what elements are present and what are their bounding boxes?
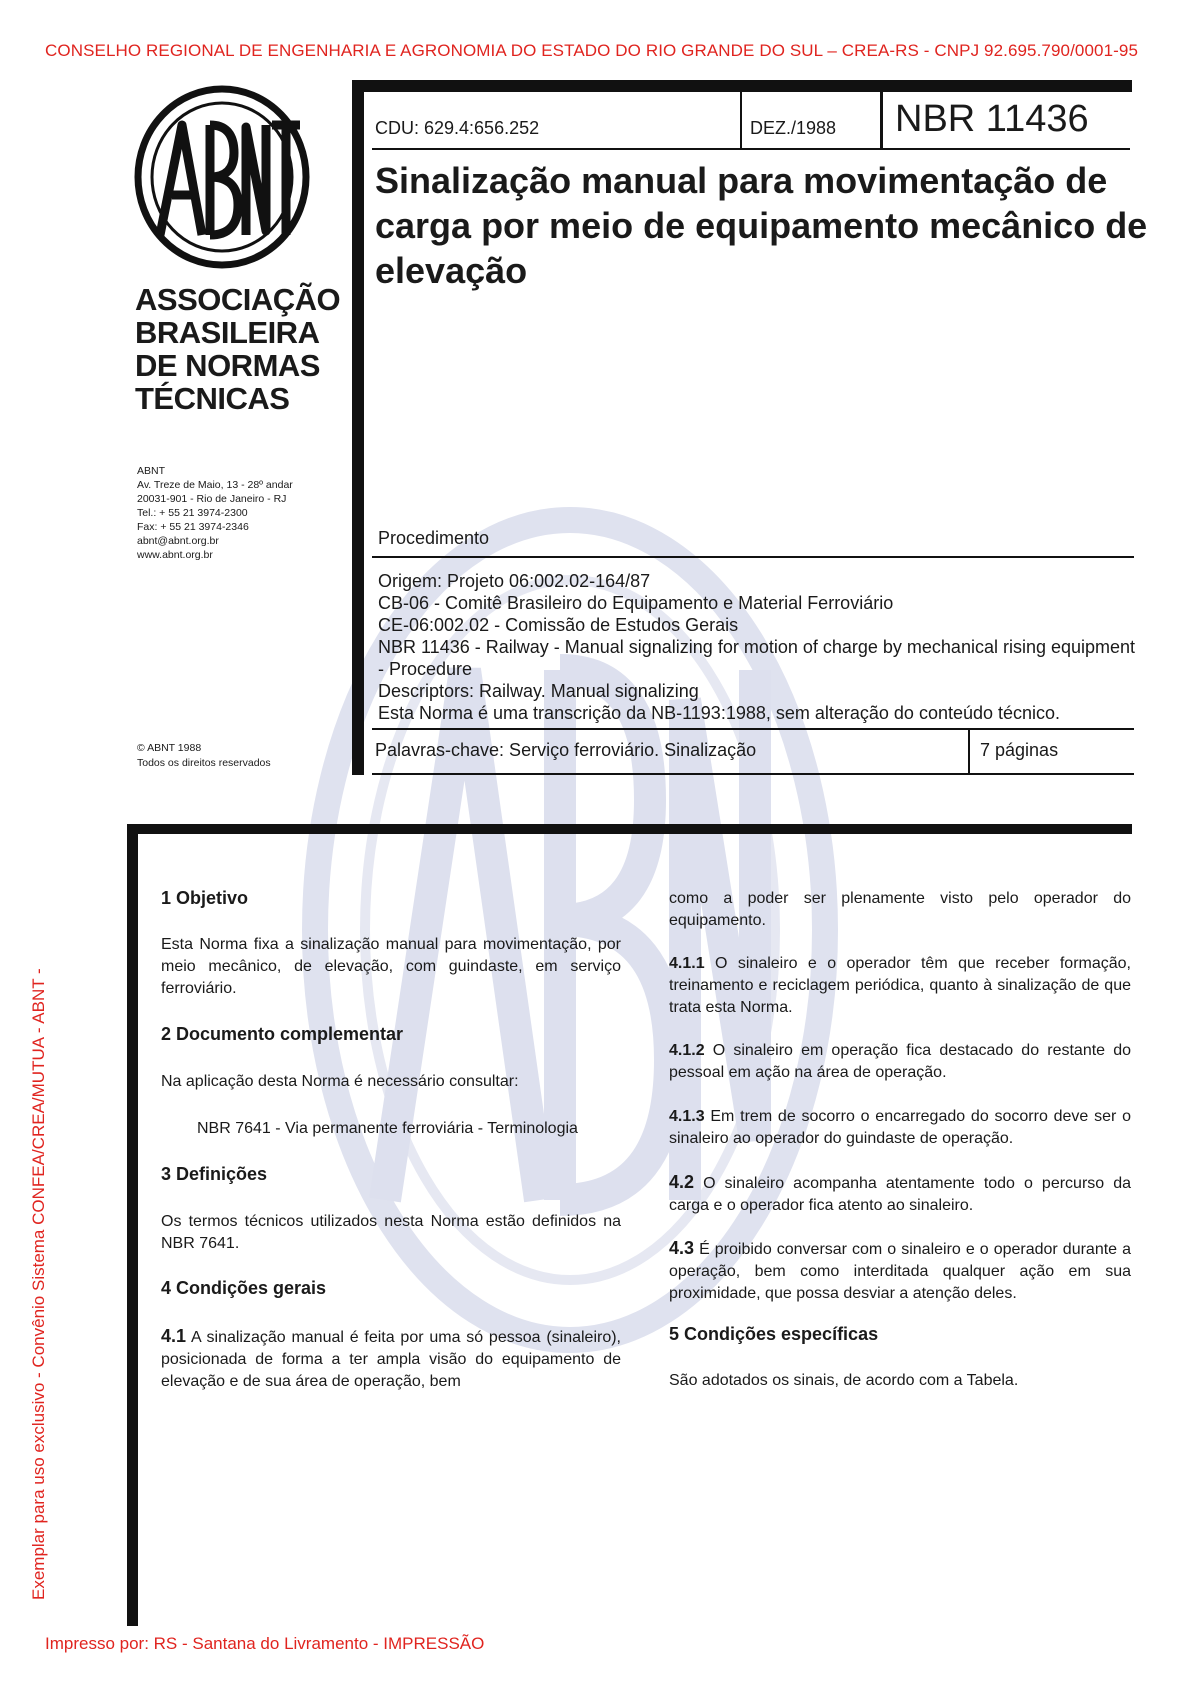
paragraph: São adotados os sinais, de acordo com a Tabela.	[669, 1372, 1019, 1389]
paragraph-text: Em trem de socorro o encarregado do socorro deve ser o sinaleiro ao operador do guindaste de operação.	[669, 1108, 1131, 1147]
paragraph-number: 4.1.2	[669, 1042, 705, 1059]
paragraph-4-1-1	[669, 953, 1131, 1019]
section-heading: 1 Objetivo	[161, 888, 249, 908]
org-name-line: DE NORMAS	[135, 348, 320, 383]
header-rule	[372, 148, 1130, 150]
body-left-bar	[127, 824, 138, 1626]
header-divider	[880, 92, 883, 148]
origin-line: Origem: Projeto 06:002.02-164/87	[378, 571, 651, 591]
header-divider	[740, 92, 742, 148]
origin-line: NBR 11436 - Railway - Manual signalizing for motion of charge by mechanical rising equipment - Procedure	[378, 637, 1136, 679]
keywords-divider	[968, 730, 970, 774]
paragraph: Esta Norma fixa a sinalização manual para movimentação, por meio mecânico, de elevação, com guindaste, em serviço ferroviário.	[161, 936, 621, 997]
rule	[372, 728, 1134, 730]
org-name-line: TÉCNICAS	[135, 381, 290, 416]
address-line: abnt@abnt.org.br	[137, 535, 219, 547]
paragraph-number: 4.1	[161, 1326, 187, 1346]
copyright-line: © ABNT 1988	[137, 742, 202, 754]
address-line: Tel.: + 55 21 3974-2300	[137, 507, 248, 519]
rule	[372, 556, 1134, 558]
paragraph-4-1	[161, 1325, 621, 1393]
standard-code: NBR 11436	[895, 98, 1089, 140]
header-top-bar	[352, 80, 1132, 92]
origin-line: Esta Norma é uma transcrição da NB-1193:1988, sem alteração do conteúdo técnico.	[378, 703, 1061, 723]
paragraph-number: 4.3	[669, 1238, 695, 1258]
address-line: 20031-901 - Rio de Janeiro - RJ	[137, 493, 287, 505]
section-heading: 3 Definições	[161, 1164, 268, 1184]
origin-line: CB-06 - Comitê Brasileiro do Equipamento e Material Ferroviário	[378, 593, 894, 613]
paragraph-4-2	[669, 1171, 1131, 1217]
abnt-logo	[132, 85, 312, 270]
paragraph-4-1-2	[669, 1040, 1131, 1084]
org-name-line: BRASILEIRA	[135, 315, 320, 350]
paragraph-4-1-3	[669, 1106, 1131, 1150]
paragraph-number: 4.1.3	[669, 1108, 705, 1125]
reference-item: NBR 7641 - Via permanente ferroviária - Terminologia	[197, 1120, 578, 1137]
paragraph: Na aplicação desta Norma é necessário consultar:	[161, 1073, 519, 1090]
cdu-label: CDU: 629.4:656.252	[375, 118, 540, 138]
origin-line: Descriptors: Railway. Manual signalizing	[378, 681, 699, 701]
footer-stamp: Impresso por: RS - Santana do Livramento - IMPRESSÃO	[45, 1634, 485, 1653]
keywords: Palavras-chave: Serviço ferroviário. Sinalização	[375, 740, 757, 760]
paragraph-text: É proibido conversar com o sinaleiro e o operador durante a operação, bem como interditada qualquer ação em sua proximidade, que possa desviar a atenção deles.	[669, 1241, 1131, 1302]
paragraph-text: A sinalização manual é feita por uma só pessoa (sinaleiro), posicionada de forma a ter ampla visão do equipamento de elevação e de sua área de operação, bem	[161, 1329, 622, 1390]
paragraph-4-3	[669, 1237, 1131, 1305]
paragraph: Os termos técnicos utilizados nesta Norma estão definidos na NBR 7641.	[161, 1213, 621, 1252]
address-line: Fax: + 55 21 3974-2346	[137, 521, 249, 533]
address-line: ABNT	[137, 465, 166, 477]
body-top-bar	[127, 824, 1132, 834]
header-left-bar	[352, 80, 364, 775]
rule	[372, 773, 1134, 775]
document-type: Procedimento	[378, 528, 490, 548]
paragraph-text: O sinaleiro e o operador têm que receber formação, treinamento e reciclagem periódica, quanto à sinalização de que trata esta Norma.	[669, 955, 1131, 1016]
org-name-line: ASSOCIAÇÃO	[135, 282, 341, 317]
date-label: DEZ./1988	[750, 118, 837, 138]
document-title: Sinalização manual para movimentação de carga por meio de equipamento mecânico de elevação	[375, 160, 1148, 291]
side-stamp: Exemplar para uso exclusivo - Convênio Sistema CONFEA/CREA/MUTUA - ABNT -	[29, 968, 48, 1600]
section-heading: 4 Condições gerais	[161, 1278, 327, 1298]
paragraph-text: O sinaleiro acompanha atentamente todo o percurso da carga e o operador fica atento ao sinaleiro.	[669, 1175, 1131, 1214]
section-heading: 2 Documento complementar	[161, 1024, 404, 1044]
paragraph-number: 4.2	[669, 1172, 695, 1192]
copyright-line: Todos os direitos reservados	[137, 757, 271, 769]
paragraph-text: O sinaleiro em operação fica destacado do restante do pessoal em ação na área de operação.	[669, 1042, 1131, 1081]
paragraph: como a poder ser plenamente visto pelo operador do equipamento.	[669, 890, 1131, 929]
page-count: 7 páginas	[980, 740, 1059, 760]
address-line: www.abnt.org.br	[137, 549, 213, 561]
header-stamp: CONSELHO REGIONAL DE ENGENHARIA E AGRONOMIA DO ESTADO DO RIO GRANDE DO SUL – CREA-RS - CNPJ 92.695.790/0001-95	[45, 41, 1139, 60]
paragraph-number: 4.1.1	[669, 955, 705, 972]
section-heading: 5 Condições específicas	[669, 1324, 879, 1344]
origin-line: CE-06:002.02 - Comissão de Estudos Gerais	[378, 615, 739, 635]
address-line: Av. Treze de Maio, 13 - 28º andar	[137, 479, 293, 491]
